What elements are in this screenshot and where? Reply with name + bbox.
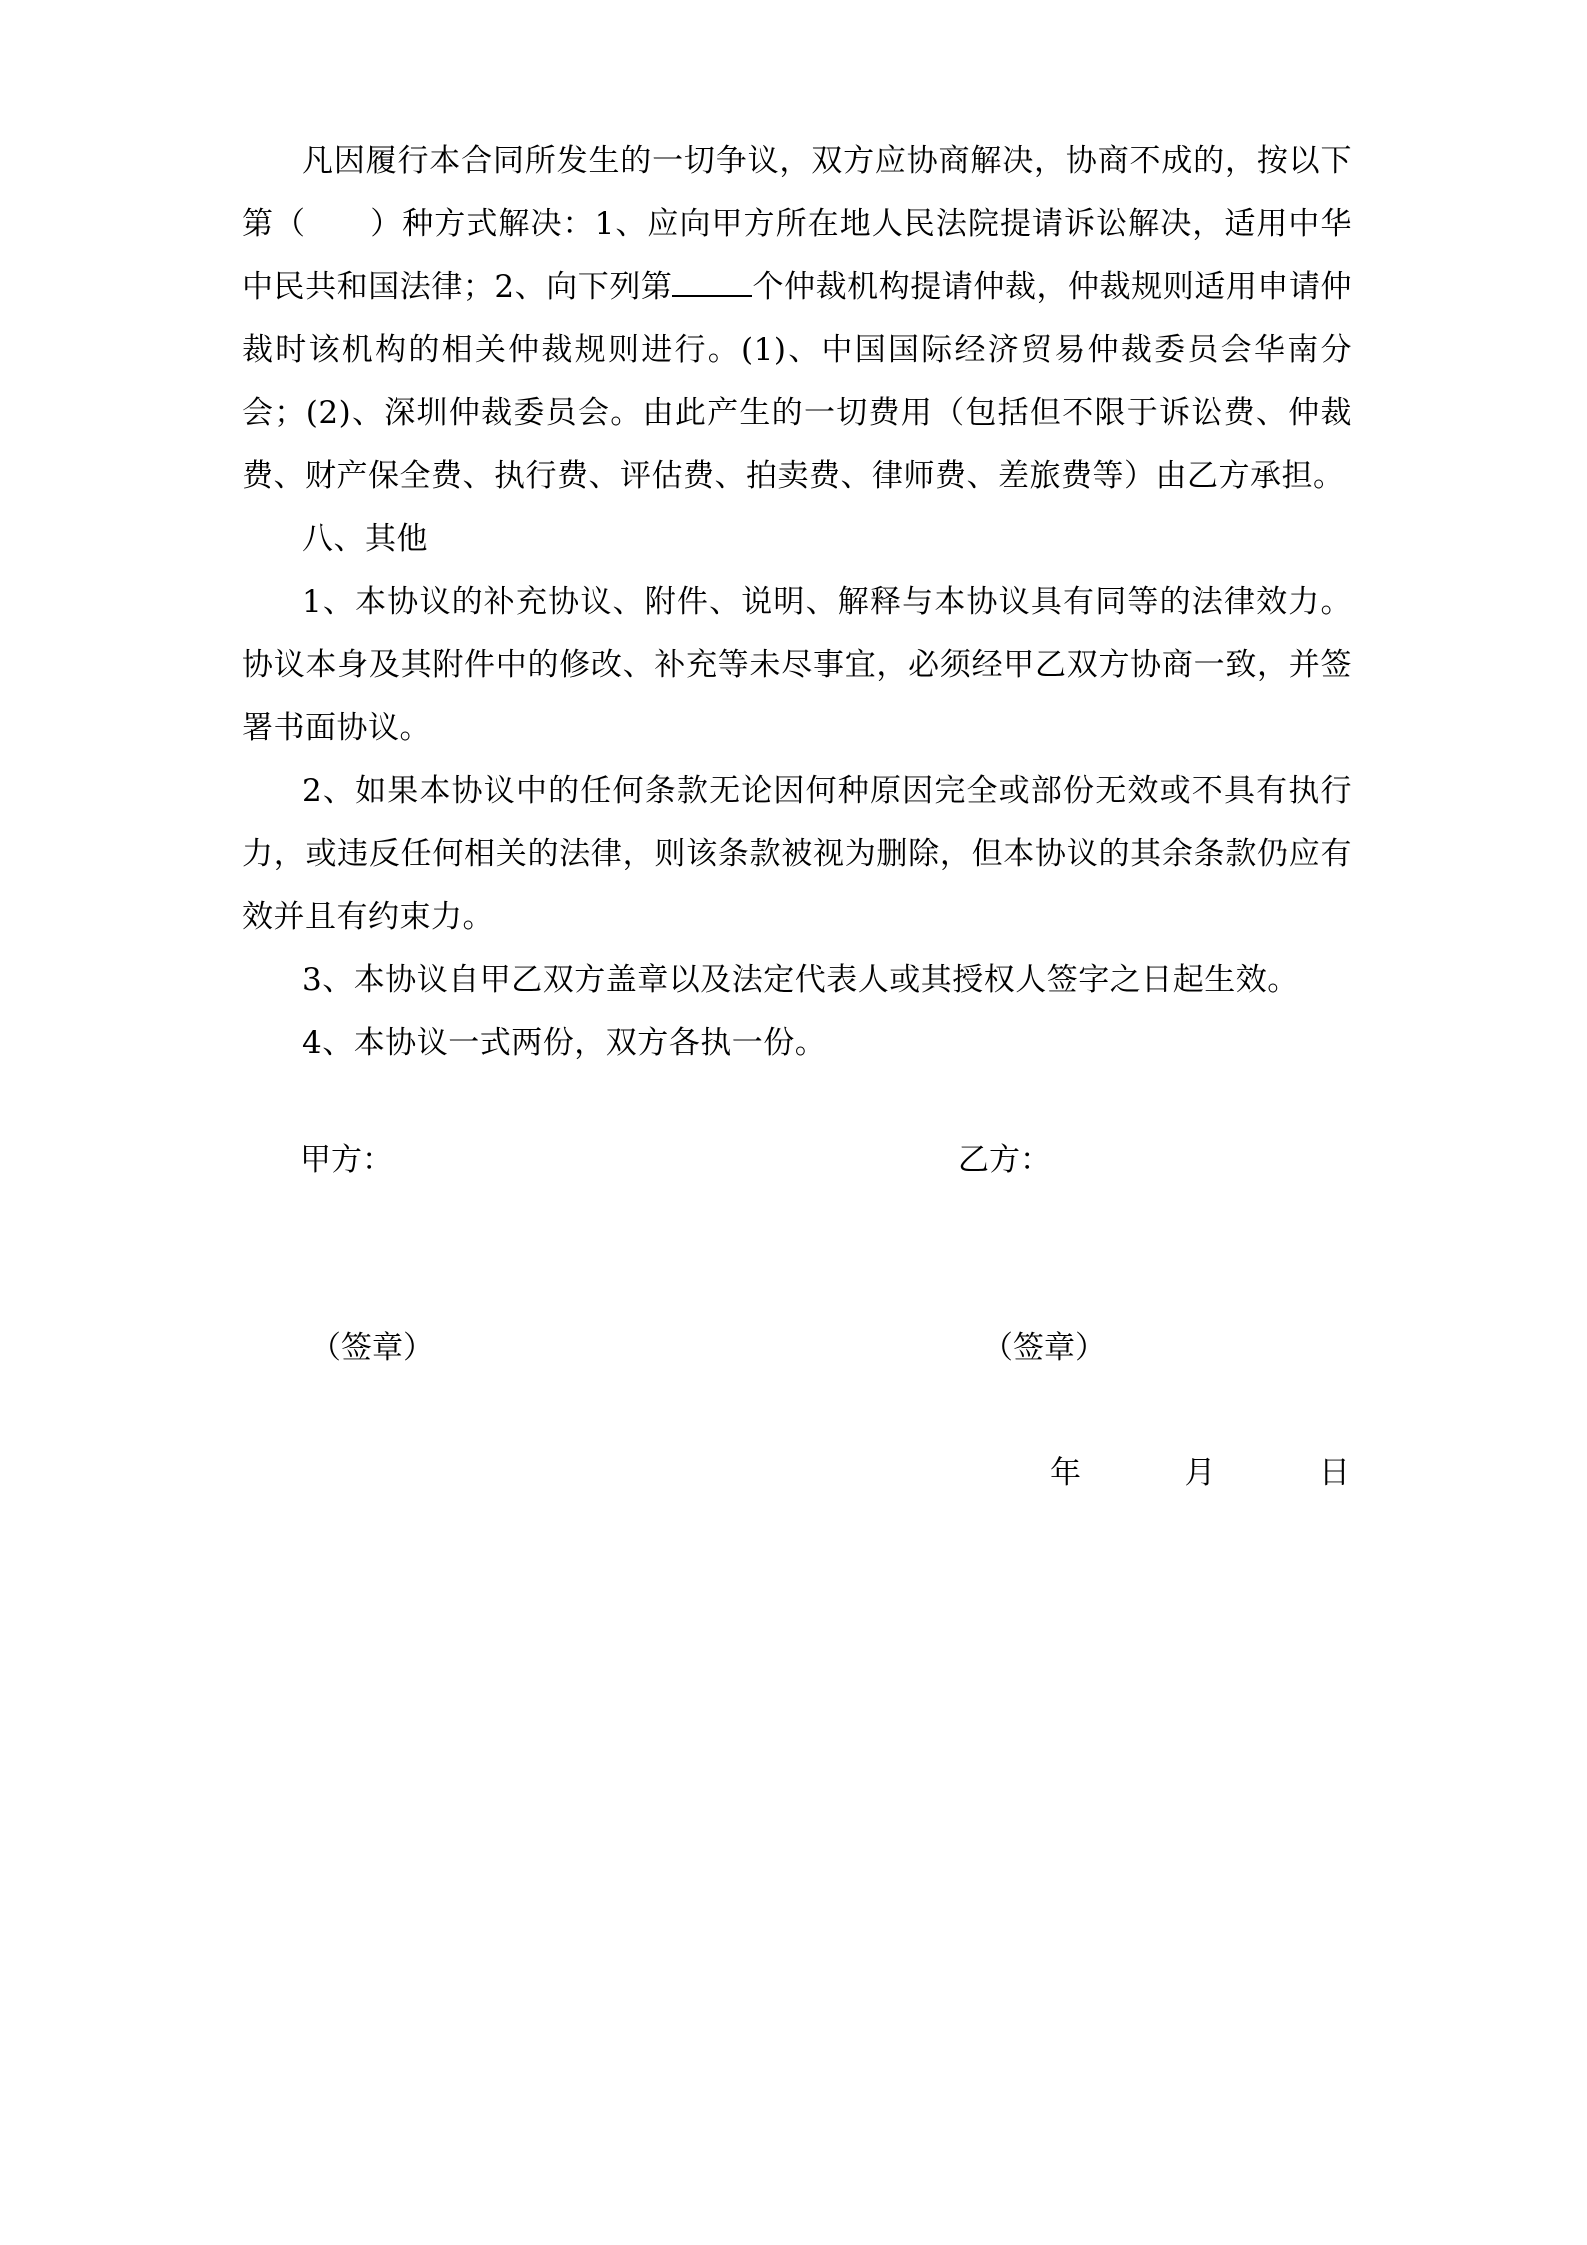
dispute-text-part2: 个仲裁机构提请仲裁，仲裁规则适用申请仲裁时该机构的相关仲裁规则进行。(1)、中国国际经济贸易仲裁委员会华南分会；(2)、深圳仲裁委员会。由此产生的一切费用（包括但不限于诉讼费、仲裁费、财产保全费、执行费、评估费、拍卖费、律师费、差旅费等）由乙方承担。: [242, 269, 1352, 494]
clause-1: 1、本协议的补充协议、附件、说明、解释与本协议具有同等的法律效力。协议本身及其附件中的修改、补充等未尽事宜，必须经甲乙双方协商一致，并签署书面协议。: [242, 584, 1352, 746]
dispute-resolution-paragraph: [242, 130, 1352, 508]
section-heading-other: 八、其他: [302, 521, 428, 557]
date-year-label: 年: [1050, 1455, 1081, 1491]
signing-date: [1050, 1453, 1350, 1493]
clause-4: 4、本协议一式两份，双方各执一份。: [302, 1025, 827, 1061]
date-month-label: 月: [1184, 1455, 1216, 1491]
party-a-seal-label: （签章）: [310, 1330, 434, 1366]
party-a-label: 甲方：: [300, 1142, 393, 1178]
arbitration-choice-blank[interactable]: [672, 265, 752, 297]
clause-2: 2、如果本协议中的任何条款无论因何种原因完全或部份无效或不具有执行力，或违反任何相关的法律，则该条款被视为删除，但本协议的其余条款仍应有效并且有约束力。: [242, 773, 1352, 935]
party-b-label: 乙方：: [958, 1142, 1051, 1178]
clause-3: 3、本协议自甲乙双方盖章以及法定代表人或其授权人签字之日起生效。: [302, 962, 1299, 998]
dispute-text-part1: 凡因履行本合同所发生的一切争议，双方应协商解决，协商不成的，按以下第（ ）种方式解决：1、应向甲方所在地人民法院提请诉讼解决，适用中华中民共和国法律；2、向下列第: [242, 143, 1352, 305]
date-day-label: 日: [1319, 1455, 1350, 1491]
party-b-seal-label: （签章）: [982, 1330, 1106, 1366]
contract-body: [242, 130, 1352, 1075]
